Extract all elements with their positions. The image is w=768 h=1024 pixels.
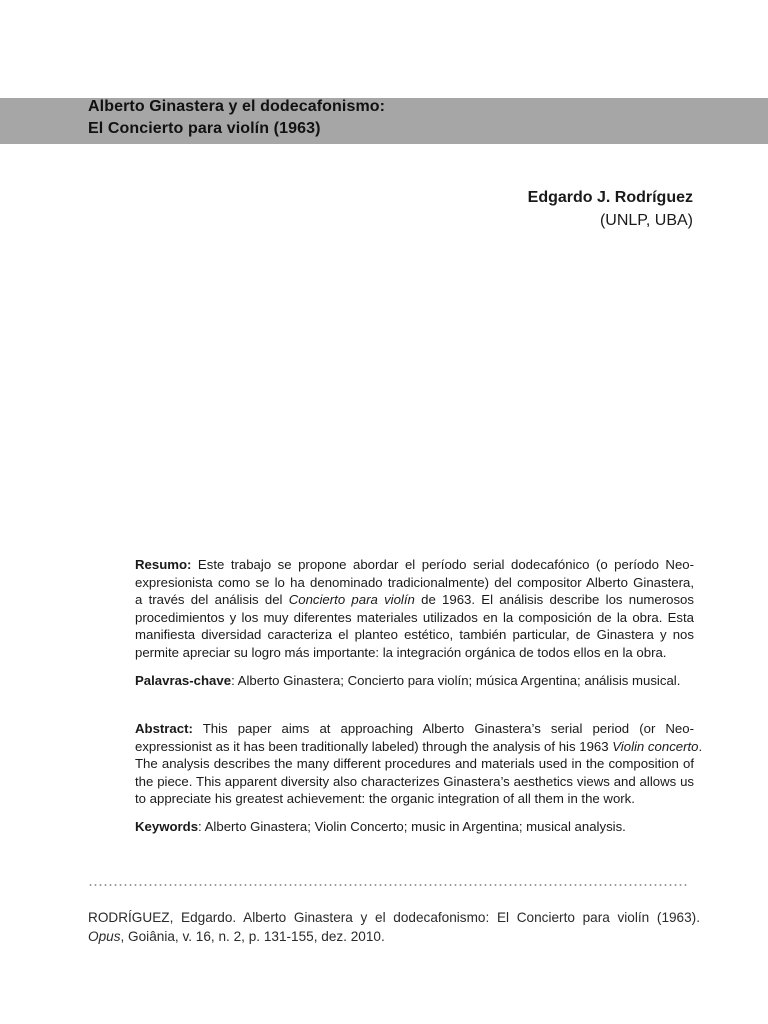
keywords-text: : Alberto Ginastera; Violin Concerto; music in Argentina; musical analysis. [198, 819, 626, 834]
resumo-line-1 [135, 556, 694, 574]
resumo-paragraph [135, 556, 694, 661]
keywords [135, 818, 694, 836]
paper-title-line-2: El Concierto para violín (1963) [88, 120, 321, 137]
title-band [0, 98, 768, 144]
keywords-label: Keywords [135, 819, 199, 834]
abstract-work-title: Violin concerto [612, 738, 699, 754]
author-name: Edgardo J. Rodríguez [527, 189, 693, 206]
abstract-line-3: The analysis describes the many different procedures and materials used in the composition of [135, 756, 694, 771]
abstract-line-5: to appreciate his greatest achievement: the organic integration of all them in the work. [135, 791, 635, 806]
abstract-line-4: the piece. This apparent diversity also characterizes Ginastera’s aesthetics views and allows us [135, 773, 694, 789]
resumo-line-3 [135, 591, 694, 609]
palavras-label: Palavras-chave [135, 673, 232, 688]
abstract-line-1 [135, 720, 694, 738]
abstract-paragraph [135, 720, 703, 808]
citation [88, 908, 700, 946]
resumo-line-2: expresionista como se lo ha denominado tradicionalmente) del compositor Alberto Ginastera, [135, 574, 694, 590]
abstract-label: Abstract: [135, 721, 193, 736]
citation-details: , Goiânia, v. 16, n. 2, p. 131-155, dez. 2010. [120, 929, 385, 944]
citation-journal: Opus [88, 929, 121, 944]
abstract-text-1: This paper aims at approaching Alberto Ginastera’s serial period (or Neo- [192, 721, 694, 736]
resumo-line-5: manifiesta diversidad caracteriza el planteo estético, también particular, de Ginastera y nos [135, 627, 694, 642]
abstract-line-2 [135, 738, 703, 756]
resumo-text-1: Este trabajo se propone abordar el período serial dodecafónico (o período Neo- [191, 557, 694, 572]
resumo-text-3a: a través del análisis del [135, 592, 289, 607]
dotted-divider [88, 884, 688, 886]
abstract-text-2b: . [698, 738, 703, 754]
resumo-line-6: permite apreciar su logro más importante: la integración orgánica de todos ellos en la obra. [135, 644, 667, 660]
resumo-label: Resumo: [135, 557, 192, 572]
resumo-text-3b: de 1963. El análisis describe los numerosos [414, 592, 694, 607]
paper-title-line-1: Alberto Ginastera y el dodecafonismo: [88, 98, 386, 115]
abstract-text-2a: expressionist as it has been traditionally labeled) through the analysis of his 1963 [135, 738, 613, 754]
resumo-line-4: procedimientos y los muy diferentes materiales utilizados en la composición de la obra. Esta [135, 609, 694, 625]
citation-line-2 [88, 927, 700, 946]
author-block [528, 186, 693, 232]
citation-line-1: RODRÍGUEZ, Edgardo. Alberto Ginastera y el dodecafonismo: El Concierto para violín (1963). [88, 910, 700, 925]
author-affiliation: (UNLP, UBA) [599, 212, 693, 229]
palavras-chave [135, 672, 694, 690]
palavras-text: : Alberto Ginastera; Concierto para violín; música Argentina; análisis musical. [231, 673, 681, 688]
resumo-work-title: Concierto para violín [288, 592, 415, 607]
